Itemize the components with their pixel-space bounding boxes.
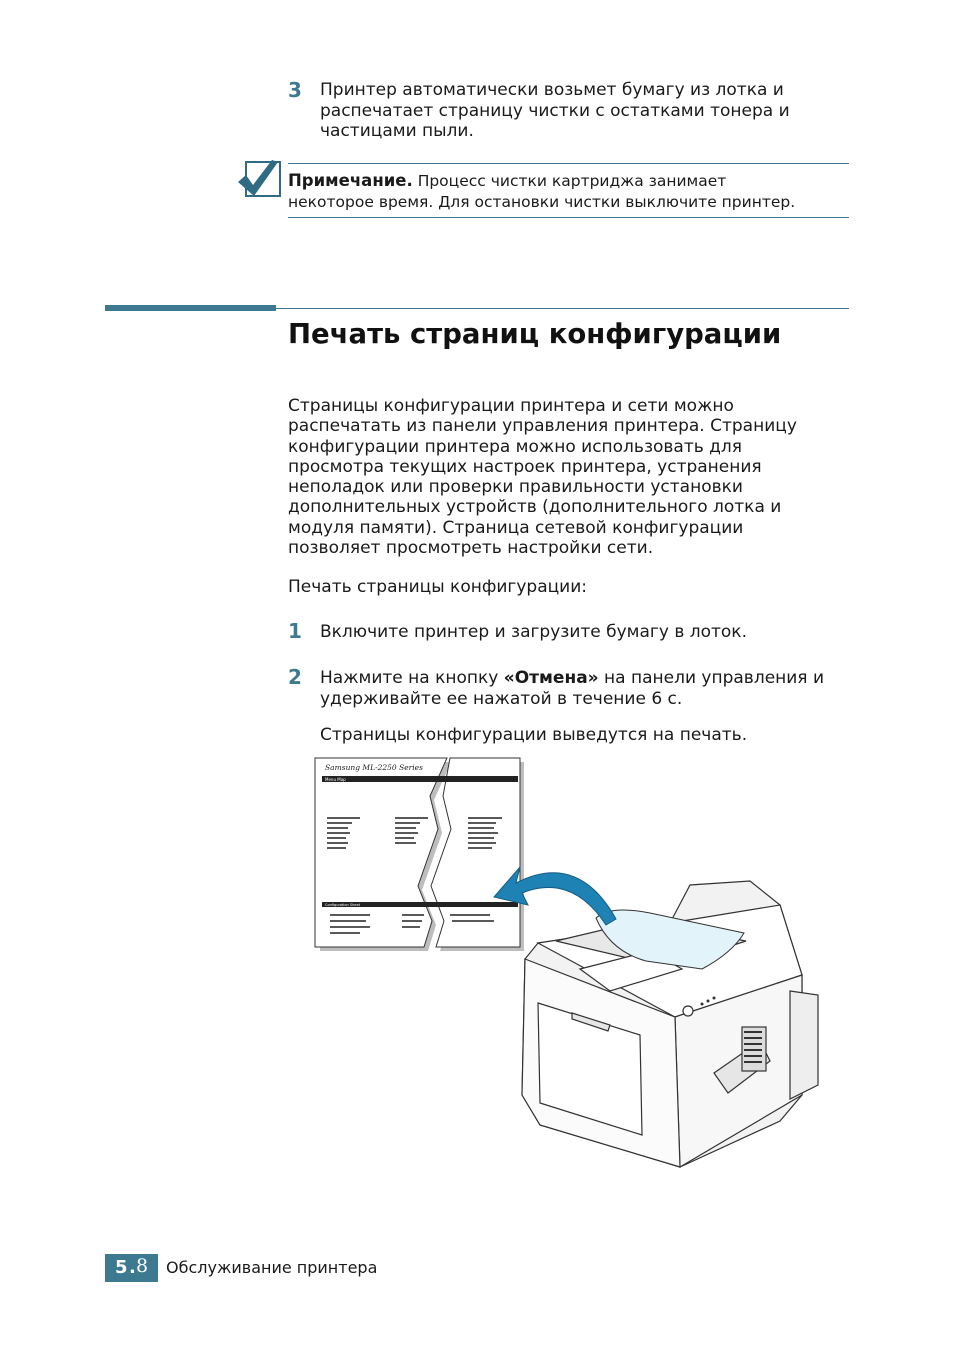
step-3-line: распечатает страницу чистки с остатками тонера и (320, 100, 790, 121)
menu-map-label: Menu Map (325, 777, 346, 782)
note-top-rule (288, 163, 849, 164)
printer-illustration (310, 755, 840, 1175)
paragraph-line: просмотра текущих настроек принтера, устранения (288, 456, 762, 477)
step-1-text: Включите принтер и загрузите бумагу в лоток. (320, 622, 747, 642)
chapter-number: 5 (115, 1257, 128, 1278)
sheet-left (315, 758, 447, 947)
note-line-2: некоторое время. Для остановки чистки выключите принтер. (288, 193, 796, 211)
paragraph-line: дополнительных устройств (дополнительного лотка и (288, 497, 782, 518)
section-bar (105, 305, 276, 311)
step-3-line: частицами пыли. (320, 121, 474, 141)
sheet-right (431, 758, 520, 947)
intro-text: Печать страницы конфигурации: (288, 577, 588, 597)
section-rule (276, 308, 849, 309)
page-number: 8 (136, 1255, 149, 1277)
sheet-title: Samsung ML-2250 Series (325, 763, 423, 772)
checkmark-icon (236, 158, 282, 200)
paragraph-line: неполадок или проверки правильности установки (288, 477, 743, 498)
step-2-result: Страницы конфигурации выведутся на печать. (320, 725, 748, 745)
note (288, 170, 858, 213)
section-paragraph (288, 396, 868, 558)
step-2-pre: Нажмите на кнопку (320, 668, 504, 688)
note-bottom-rule (288, 217, 849, 218)
note-line-1: Процесс чистки картриджа занимает (417, 172, 727, 190)
step-1-number: 1 (288, 619, 302, 643)
step-2-text (320, 668, 860, 709)
config-sheet-label: Configuration Sheet (325, 903, 360, 907)
paragraph-line: позволяет просмотреть настройки сети. (288, 538, 654, 559)
note-label: Примечание. (288, 171, 413, 190)
step-3-text (320, 80, 860, 142)
step-2-line-2: удерживайте ее нажатой в течение 6 с. (320, 688, 683, 709)
step-3-number: 3 (288, 78, 302, 102)
paragraph-line: распечатать из панели управления принтера. Страницу (288, 416, 797, 437)
paragraph-line: конфигурации принтера можно использовать для (288, 436, 742, 457)
page-number-badge (105, 1254, 158, 1282)
step-2-post: на панели управления и (598, 668, 824, 688)
cancel-button-label: «Отмена» (503, 668, 599, 688)
section-title: Печать страниц конфигурации (288, 318, 782, 350)
badge-dot: . (129, 1257, 136, 1278)
step-3-line: Принтер автоматически возьмет бумагу из лотка и (320, 80, 784, 100)
step-2-number: 2 (288, 665, 302, 689)
menu-map-band (322, 776, 518, 782)
footer-section: Обслуживание принтера (166, 1258, 378, 1277)
paragraph-line: Страницы конфигурации принтера и сети можно (288, 396, 734, 416)
paragraph-line: модуля памяти). Страница сетевой конфигурации (288, 517, 744, 538)
